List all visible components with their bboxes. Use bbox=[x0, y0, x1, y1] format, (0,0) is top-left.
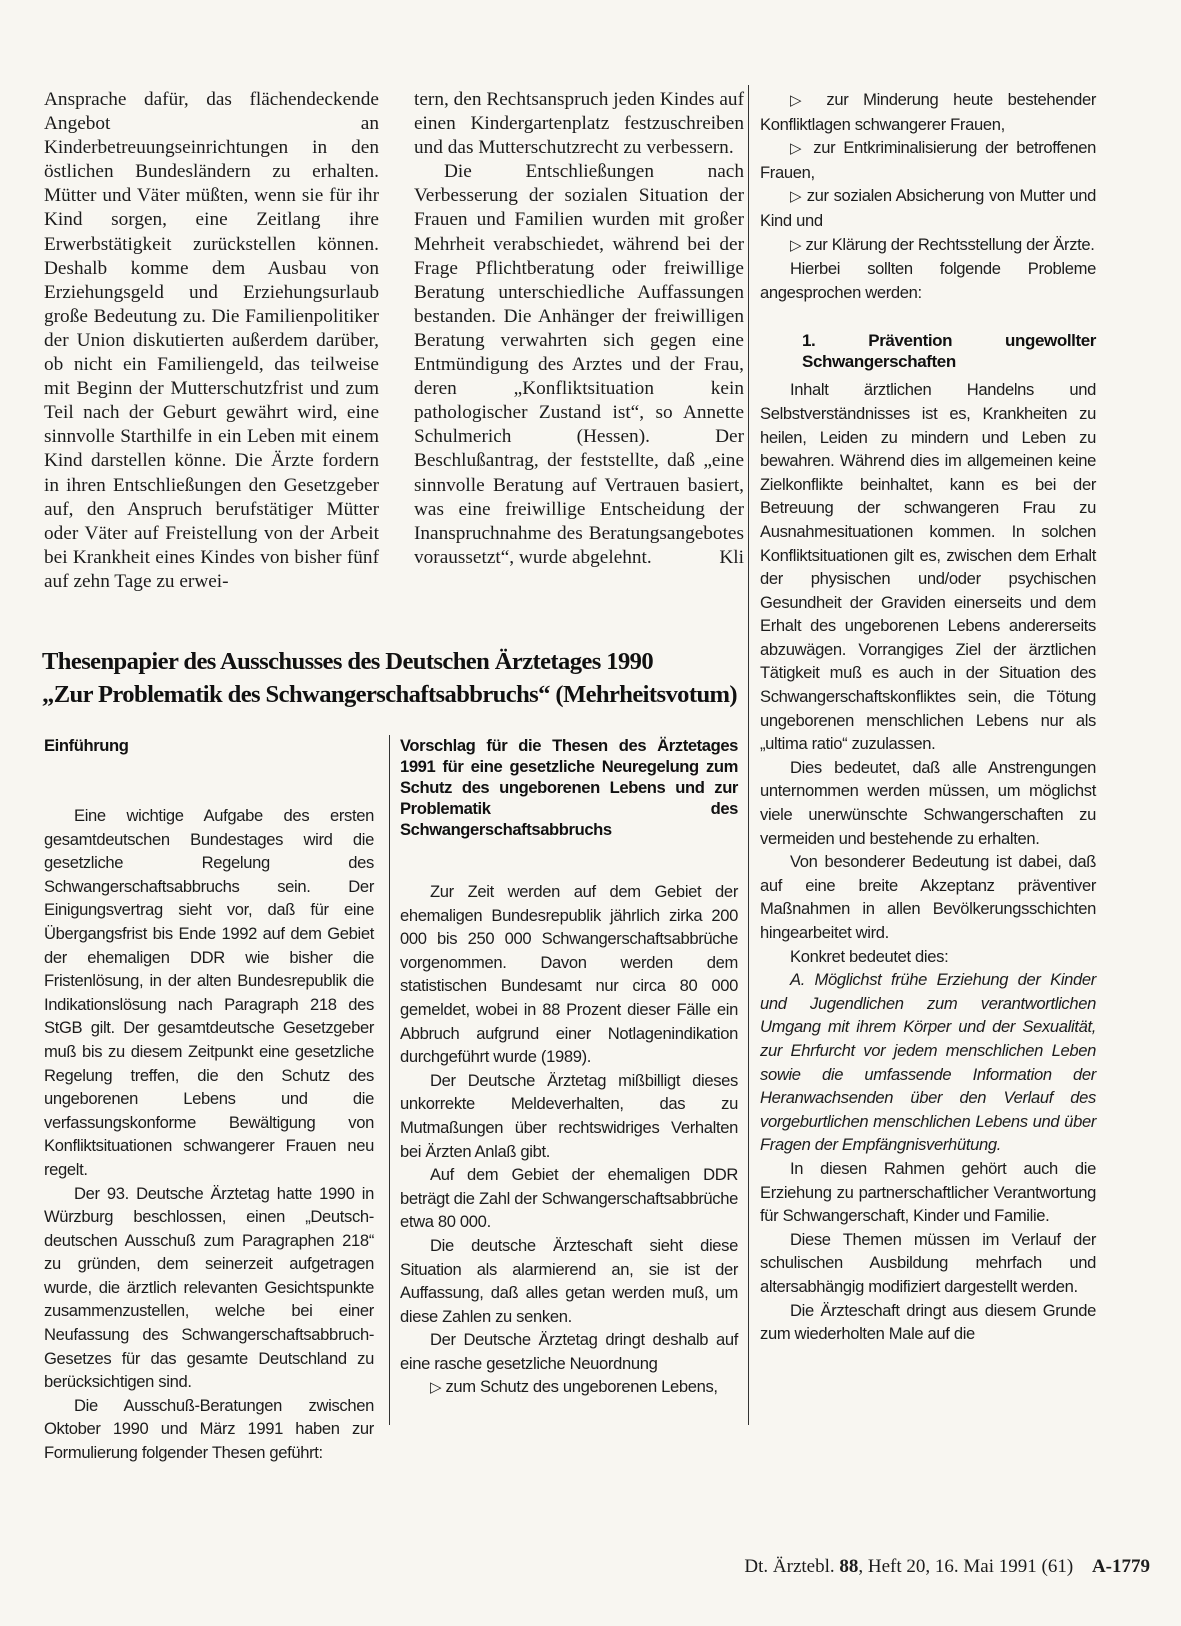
column-divider bbox=[748, 85, 749, 1425]
right-para-problems: Hierbei sollten folgende Probleme angesprochen werden: bbox=[760, 259, 1096, 302]
right-bullet-5 bbox=[760, 233, 1096, 258]
right-para-5: A. Möglichst frühe Erziehung der Kinder und Jugendlichen zum verantwortlichen Umgang mit ihrem Körper und der Sexualität, zur Ehrfurcht vor jedem menschlichen Leben sowie die umfassende Information der Heranwachsenden über den Verlauf des vorgeburtlichen menschlichen Lebens und über Fragen der Empfängnisverhütung. bbox=[760, 970, 1096, 1155]
column-divider bbox=[389, 735, 390, 1425]
right-para-4: Konkret bedeutet dies: bbox=[790, 946, 949, 966]
right-bullet-4 bbox=[760, 184, 1096, 232]
top-col2-para-1: tern, den Rechtsanspruch jeden Kindes auf einen Kindergartenplatz festzuschreiben und das Mutterschutzrecht zu verbessern. bbox=[414, 89, 744, 159]
top-col1-text: Ansprache dafür, das flächendeckende Angebot an Kinderbetreuungseinrichtungen in den östlichen Bundesländern zu erhalten. Mütter und Väter müßten, wenn sie für ihr Kind sorgen, eine Zeitlang ihre Erwerbstätigkeit zurückstellen können. Deshalb komme dem Ausbau von Erziehungsgeld und Erziehungsurlaub große Bedeutung zu. Die Familienpolitiker der Union diskutierten außerdem darüber, ob nicht ein Familiengeld, das teilweise mit Beginn der Mutterschutzfrist und zum Teil nach der Geburt gewährt wird, eine sinnvolle Starthilfe in ein Leben mit einem Kind darstellen könne. Die Ärzte fordern in ihren Entschließungen den Gesetzgeber auf, den Anspruch berufstätiger Mütter oder Väter auf Freistellung von der Arbeit bei Krankheit eines Kindes von bisher fünf auf zehn Tage zu erwei- bbox=[44, 89, 379, 592]
page-number: A-1779 bbox=[1091, 1556, 1150, 1577]
bullet-text: zur Klärung der Rechtsstellung der Ärzte. bbox=[805, 234, 1095, 254]
top-col2-para-2 bbox=[414, 160, 744, 570]
bullet-text: zur Minderung heute bestehender Konfliktlagen schwangerer Frauen, bbox=[760, 90, 1097, 134]
article-left-column bbox=[44, 735, 374, 1463]
right-para-1: Inhalt ärztlichen Handelns und Selbstverständnisses ist es, Krankheiten zu heilen, Leiden zu mindern und Leben zu bewahren. Während dies im allgemeinen keine Zielkonflikte beinhaltet, kann es bei der Betreuung der schwangeren Frau zu Ausnahmesituationen kommen. In solchen Konfliktsituationen gilt es, zwischen dem Erhalt der physischen und/oder psychischen Gesundheit der Graviden einerseits und dem Erhalt des ungeborenen Lebens andererseits abzuwägen. Vorrangiges Ziel der ärztlichen Tätigkeit muß es auch in der Situation des Schwangerschaftskonfliktes sein, die Tötung ungeborenen menschlichen Lebens nur als „ultima ratio“ zuzulassen. bbox=[760, 380, 1096, 754]
article-heading-line-2: „Zur Problematik des Schwangerschaftsabbruchs“ (Mehrheitsvotum) bbox=[42, 681, 738, 708]
subhead-einfuehrung: Einführung bbox=[44, 736, 129, 755]
journal-issue: , Heft 20, 16. Mai 1991 (61) bbox=[858, 1556, 1074, 1577]
triangle-right-icon: ▷ bbox=[790, 236, 802, 254]
triangle-right-icon: ▷ bbox=[430, 1379, 442, 1397]
middle-para-1: Zur Zeit werden auf dem Gebiet der ehemaligen Bundesrepublik jährlich zirka 200 000 bis 250 000 Schwangerschaftsabbrüche vorgenommen. Davon werden dem statistischen Bundesamt nur circa 80 000 gemeldet, wobei in 88 Prozent dieser Fälle ein Abbruch aufgrund einer Notlagenindikation durchgeführt wurde (1989). bbox=[400, 882, 738, 1067]
author-signature: Kli bbox=[719, 546, 744, 568]
triangle-right-icon: ▷ bbox=[790, 92, 812, 109]
right-para-8: Die Ärzteschaft dringt aus diesem Grunde zum wiederholten Male auf die bbox=[760, 1300, 1096, 1344]
top-column-1 bbox=[44, 88, 379, 623]
triangle-right-icon: ▷ bbox=[790, 140, 806, 158]
middle-bullet-1 bbox=[400, 1375, 738, 1400]
subhead-vorschlag: Vorschlag für die Thesen des Ärztetages 1991 für eine gesetzliche Neuregelung zum Schutz des ungeborenen Lebens und zur Problematik des Schwangerschaftsabbruchs bbox=[400, 736, 738, 839]
article-middle-column bbox=[400, 735, 738, 1435]
left-para-1: Eine wichtige Aufgabe des ersten gesamtdeutschen Bundestages wird die gesetzliche Regelung des Schwangerschaftsabbruchs sein. Der Einigungsvertrag sieht vor, daß für eine Übergangsfrist bis Ende 1992 auf dem Gebiet der ehemaligen DDR wie bisher die Fristenlösung, in der alten Bundesrepublik die Indikationslösung nach Paragraph 218 des StGB gilt. Der gesamtdeutsche Gesetzgeber muß bis zu diesem Zeitpunkt eine gesetzliche Regelung treffen, die den Schutz des ungeborenen Lebens und die verfassungskonforme Bewältigung von Konfliktsituationen schwangerer Frauen neu regelt. bbox=[44, 806, 374, 1179]
article-heading-line-1: Thesenpapier des Ausschusses des Deutschen Ärztetages 1990 bbox=[42, 648, 654, 675]
top-col2-para-2-text: Die Entschließungen nach Verbesserung der sozialen Situation der Frauen und Familien wurden mit großer Mehrheit verabschiedet, während bei der Frage Pflichtberatung oder freiwillige Beratung unterschiedliche Auffassungen bestanden. Die Anhänger der freiwilligen Beratung verwahrten sich gegen eine Entmündigung des Arztes und der Frau, deren „Konfliktsituation kein pathologischer Zustand ist“, so Annette Schulmerich (Hessen). Der Beschlußantrag, der feststellte, daß „eine sinnvolle Beratung auf Vertrauen basiert, was eine freiwillige Entscheidung der Inanspruchnahme des Beratungsangebotes voraussetzt“, wurde abgelehnt. bbox=[414, 161, 744, 568]
right-para-2: Dies bedeutet, daß alle Anstrengungen unternommen werden müssen, um möglichst viele unerwünschte Schwangerschaften zu vermeiden und bestehende zu erhalten. bbox=[760, 757, 1096, 848]
journal-name: Dt. Ärztebl. bbox=[744, 1556, 835, 1577]
left-para-2: Der 93. Deutsche Ärztetag hatte 1990 in Würzburg beschlossen, einen „Deutsch-deutschen Ausschuß zum Paragraphen 218“ zu gründen, dem seinerzeit aufgetragen wurde, die ärztlich relevanten Gesichtspunkte zusammenzustellen, welche bei einer Neufassung des Schwangerschaftsabbruch-Gesetzes für das gesamte Deutschland zu berücksichtigen sind. bbox=[44, 1183, 374, 1392]
middle-para-2: Der Deutsche Ärztetag mißbilligt dieses unkorrekte Meldeverhalten, das zu Mutmaßungen über rechtswidriges Verhalten bei Ärzten Anlaß gibt. bbox=[400, 1070, 738, 1161]
right-para-3: Von besonderer Bedeutung ist dabei, daß auf eine breite Akzeptanz präventiver Maßnahmen in allen Bevölkerungsschichten hingearbeitet wird. bbox=[760, 852, 1096, 942]
right-bullet-2 bbox=[760, 88, 1096, 136]
left-para-3: Die Ausschuß-Beratungen zwischen Oktober 1990 und März 1991 haben zur Formulierung folgender Thesen geführt: bbox=[44, 1395, 374, 1463]
triangle-right-icon: ▷ bbox=[790, 188, 802, 206]
right-para-6: In diesen Rahmen gehört auch die Erziehung zu partnerschaftlicher Verantwortung für Schwangerschaft, Kinder und Familie. bbox=[760, 1158, 1096, 1226]
page-footer bbox=[600, 1556, 1150, 1578]
bullet-text: zum Schutz des ungeborenen Lebens, bbox=[445, 1377, 718, 1397]
right-para-7: Diese Themen müssen im Verlauf der schulischen Ausbildung mehrfach und altersabhängig modifiziert dargestellt werden. bbox=[760, 1229, 1096, 1296]
right-bullet-3 bbox=[760, 136, 1096, 184]
middle-para-5: Der Deutsche Ärztetag dringt deshalb auf eine rasche gesetzliche Neuordnung bbox=[400, 1330, 738, 1373]
article-right-column bbox=[760, 88, 1096, 1428]
top-column-2 bbox=[414, 88, 744, 623]
middle-para-3: Auf dem Gebiet der ehemaligen DDR beträgt die Zahl der Schwangerschaftsabbrüche etwa 80 000. bbox=[400, 1165, 738, 1232]
middle-para-4: Die deutsche Ärzteschaft sieht diese Situation als alarmierend an, sie ist der Auffassung, daß alles getan werden muß, um diese Zahlen zu senken. bbox=[400, 1235, 738, 1326]
bullet-text: zur sozialen Absicherung von Mutter und Kind und bbox=[760, 186, 1096, 230]
bullet-text: zur Entkriminalisierung der betroffenen Frauen, bbox=[760, 138, 1097, 182]
subhead-praevention: 1. Prävention ungewollter Schwangerschaften bbox=[802, 331, 1096, 372]
journal-volume: 88 bbox=[839, 1556, 859, 1577]
